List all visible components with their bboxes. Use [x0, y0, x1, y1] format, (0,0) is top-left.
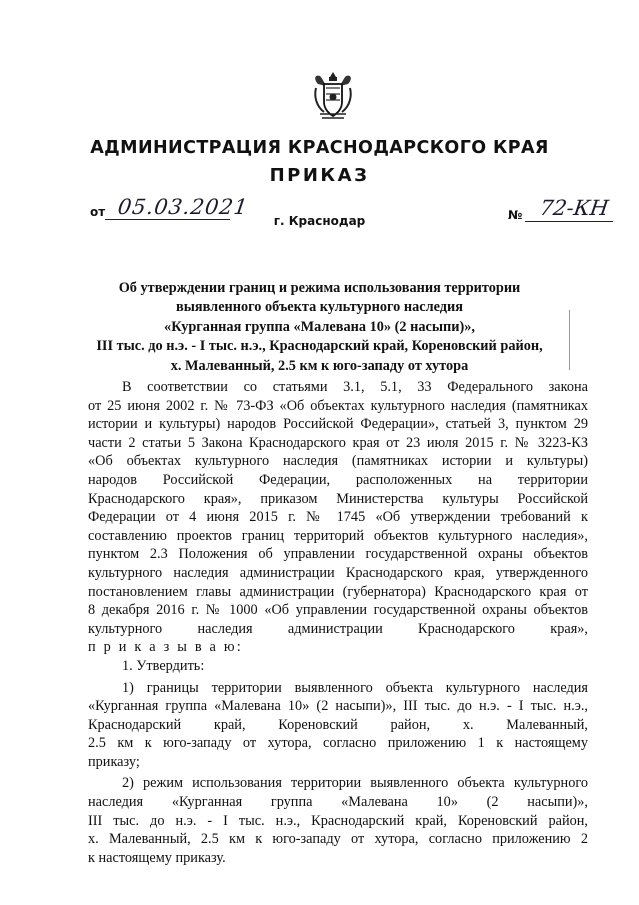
number-underline	[525, 221, 613, 222]
title-line: выявленного объекта культурного наследия	[176, 299, 463, 316]
order-body	[88, 378, 588, 867]
title-line: Об утверждении границ и режима использования территории	[118, 280, 521, 296]
handwritten-date: 05.03.2021	[116, 195, 250, 219]
body-line: Краснодарского края», приказом Министерства культуры Российской	[88, 490, 588, 507]
body-line: В соответствии со статьями 3.1, 5.1, 33 Федерального закона	[122, 379, 588, 395]
order-verb: п р и к а з ы в а ю:	[88, 639, 243, 656]
title-line: III тыс. до н.э. - I тыс. н.э., Краснодарский край, Кореновский район,	[96, 338, 543, 355]
clause-1-2-line: 2) режим использования территории выявленного объекта культурного	[122, 775, 588, 792]
clause-1: 1. Утвердить:	[122, 657, 205, 674]
title-line: «Курганная группа «Малевана 10» (2 насыпи)»,	[164, 318, 475, 335]
body-line: народов Российской Федерации, расположенных на территории	[88, 471, 588, 488]
body-line: 8 декабря 2016 г. № 1000 «Об управлении государственной охраны объектов	[88, 602, 588, 619]
body-line: истории и культуры) народов Российской Федерации», статьей 3, пунктом 29	[88, 416, 588, 433]
date-prefix: от	[90, 205, 106, 219]
number-prefix: №	[508, 208, 523, 222]
clause-1-1-line: 1) границы территории выявленного объекта культурного наследия	[122, 679, 588, 696]
body-line: пунктом 2.3 Положения об управлении государственной охраны объектов	[88, 546, 588, 563]
coat-of-arms-icon	[312, 70, 354, 122]
document-type-heading: ПРИКАЗ	[269, 165, 370, 186]
body-line: части 2 статьи 5 Закона Краснодарского края от 23 июля 2015 г. № 3223-КЗ	[88, 434, 588, 451]
clause-1-2-line: х. Малеванный, 2.5 км к юго-западу от хутора, согласно приложению 2	[88, 831, 588, 848]
body-line: культурного наследия администрации Краснодарского края, утвержденного	[88, 564, 588, 581]
clause-1-2-line: к настоящему приказу.	[88, 849, 226, 866]
body-line: от 25 июня 2002 г. № 73-ФЗ «Об объектах культурного наследия (памятниках	[88, 397, 588, 414]
clause-1-2-line: наследия «Курганная группа «Малевана 10» (2 насыпи)»,	[88, 794, 588, 811]
clause-1-1-line: «Курганная группа «Малевана 10» (2 насыпи)», III тыс. до н.э. - I тыс. н.э.,	[88, 698, 588, 715]
body-line: культурного наследия администрации Краснодарского края»,	[88, 620, 588, 637]
handwritten-number: 72-КН	[538, 196, 611, 220]
organization-heading: АДМИНИСТРАЦИЯ КРАСНОДАРСКОГО КРАЯ	[90, 138, 549, 158]
clause-1-1-line: приказу;	[88, 753, 140, 770]
scan-margin-line	[569, 310, 570, 370]
body-line: Федерации от 4 июня 2015 г. № 1745 «Об утверждении требований к	[88, 509, 588, 526]
order-title	[0, 279, 639, 376]
body-line: составлению проектов границ территорий объектов культурного наследия»,	[88, 527, 588, 544]
title-line: х. Малеванный, 2.5 км к юго-западу от хутора	[170, 357, 469, 374]
body-line: «Об объектах культурного наследия (памятниках истории и культуры)	[88, 453, 588, 470]
clause-1-1-line: 2.5 км к юго-западу от хутора, согласно приложению 1 к настоящему	[88, 735, 588, 752]
body-line: постановлением главы администрации (губернатора) Краснодарского края от	[88, 583, 588, 600]
clause-1-1-line: Краснодарский край, Кореновский район, х. Малеванный,	[88, 716, 588, 733]
clause-1-2-line: III тыс. до н.э. - I тыс. н.э., Краснодарский край, Кореновский район,	[88, 812, 588, 829]
city-label: г. Краснодар	[273, 214, 366, 228]
